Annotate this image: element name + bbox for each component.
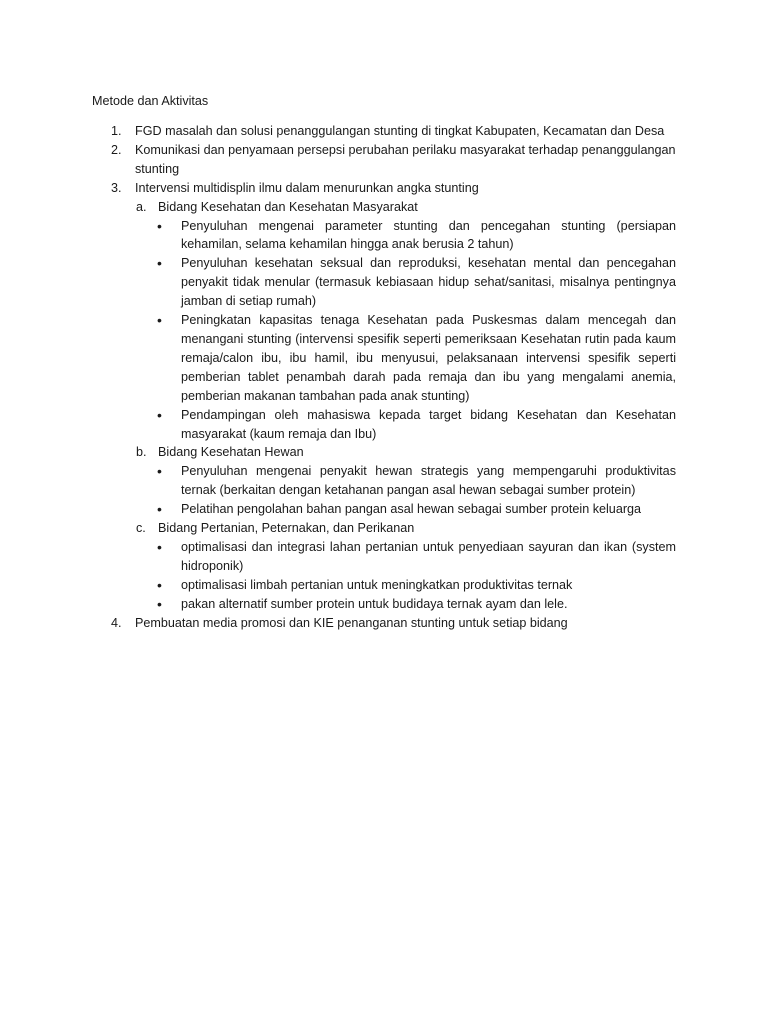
list-item-text: pakan alternatif sumber protein untuk budidaya ternak ayam dan lele. [181,596,568,611]
bullet-item [0,595,768,614]
list-item-text: optimalisasi limbah pertanian untuk meningkatkan produktivitas ternak [181,577,573,592]
list-item-4 [0,614,768,633]
list-item-text: Bidang Kesehatan dan Kesehatan Masyarakat [158,199,418,214]
list-item-text: Peningkatan kapasitas tenaga Kesehatan pada Puskesmas dalam mencegah dan menangani stunting (intervensi spesifik seperti pemeriksaan Kesehatan rutin pada kaum remaja/calon ibu, ibu hamil, ibu menyusui, pelaksanaan intervensi spesifik seperti pemberian tablet penambah darah pada remaja dan ibu yang mengalami anemia, pemberian makanan tambahan pada anak stunting) [181,313,676,403]
bullet-icon: • [157,501,162,518]
list-marker: 4. [111,615,122,630]
list-item-text: Pelatihan pengolahan bahan pangan asal hewan sebagai sumber protein keluarga [181,502,642,517]
list-item-text: optimalisasi dan integrasi lahan pertanian untuk penyediaan sayuran dan ikan (system hidroponik) [181,539,676,573]
bullet-icon: • [157,576,162,593]
list-marker: 1. [111,124,122,138]
list-item-3 [0,179,768,198]
list-marker: c. [136,521,146,536]
section-title: Metode dan Aktivitas [92,94,209,108]
bullet-icon: • [157,255,162,272]
list-item-text: Intervensi multidisplin ilmu dalam menurunkan angka stunting [135,180,479,195]
bullet-icon: • [157,595,162,612]
bullet-icon: • [157,463,162,480]
list-item-2 [0,141,768,179]
bullet-item [0,462,768,500]
list-item-text: Penyuluhan kesehatan seksual dan reproduksi, kesehatan mental dan pencegahan penyakit tidak menular (termasuk kebiasaan hidup sehat/sanitasi, misalnya pentingnya jamban di setiap rumah) [181,256,676,309]
list-item-text: Pembuatan media promosi dan KIE penanganan stunting untuk setiap bidang [135,615,568,630]
list-item-text: Bidang Pertanian, Peternakan, dan Perikanan [158,521,415,536]
bullet-item [0,311,768,406]
bullet-icon: • [157,406,162,423]
sublist-item-b [0,443,768,462]
activity-list [0,122,768,632]
list-item-text: Pendampingan oleh mahasiswa kepada target bidang Kesehatan dan Kesehatan masyarakat (kaum remaja dan Ibu) [181,407,676,441]
sublist-item-c [0,519,768,538]
list-item-text: Bidang Kesehatan Hewan [158,445,304,460]
bullet-item [0,538,768,576]
bullet-item [0,500,768,519]
list-marker: 3. [111,180,122,195]
list-marker: a. [136,199,147,214]
list-item-1 [0,122,768,141]
bullet-item [0,406,768,444]
bullet-icon: • [157,538,162,555]
bullet-item [0,254,768,311]
bullet-icon: • [157,312,162,329]
sublist-item-a [0,198,768,217]
bullet-item [0,576,768,595]
list-marker: 2. [111,142,122,157]
list-item-text: FGD masalah dan solusi penanggulangan stunting di tingkat Kabupaten, Kecamatan dan Desa [135,124,665,138]
bullet-item [0,217,768,255]
bullet-icon: • [157,217,162,234]
list-item-text: Komunikasi dan penyamaan persepsi perubahan perilaku masyarakat terhadap penanggulangan stunting [135,142,676,176]
list-marker: b. [136,445,147,460]
list-item-text: Penyuluhan mengenai parameter stunting dan pencegahan stunting (persiapan kehamilan, selama kehamilan hingga anak berusia 2 tahun) [181,218,676,252]
list-item-text: Penyuluhan mengenai penyakit hewan strategis yang mempengaruhi produktivitas ternak (berkaitan dengan ketahanan pangan asal hewan sebagai sumber protein) [181,464,676,498]
